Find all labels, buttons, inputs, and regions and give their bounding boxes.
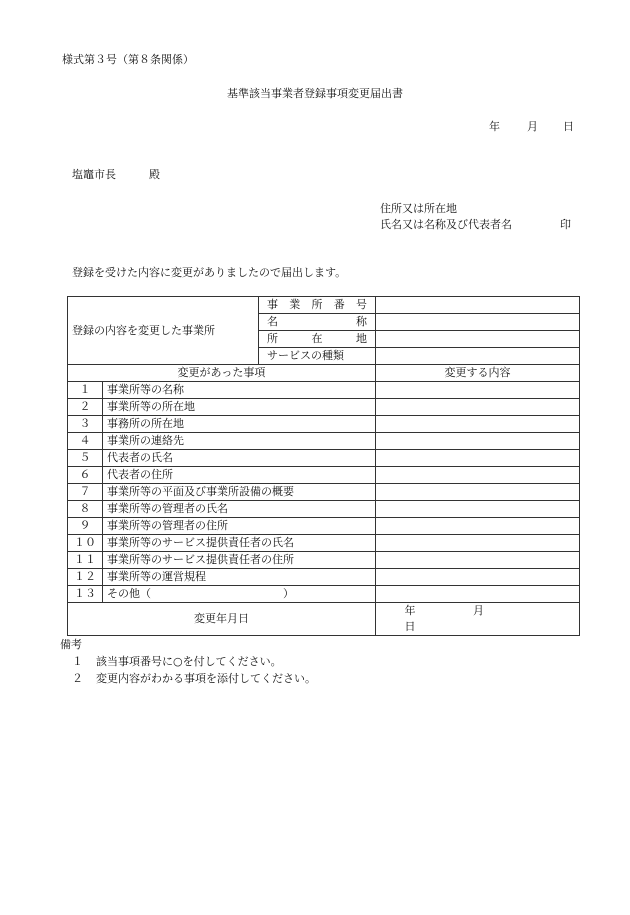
- office-field-label: [259, 314, 376, 331]
- item-label: 事業所等の管理者の氏名: [103, 501, 376, 518]
- office-field-value[interactable]: [376, 331, 580, 348]
- note-text: 該当事項番号に○を付してください。: [96, 655, 282, 668]
- change-date-row: [68, 603, 580, 636]
- column-header-row: [68, 365, 580, 382]
- item-label: 事業所等の平面及び事業所設備の概要: [103, 484, 376, 501]
- addressee: 塩竈市長 殿: [72, 168, 160, 181]
- item-number[interactable]: ９: [68, 518, 103, 535]
- change-form-table: [67, 296, 580, 636]
- office-field-char: 称: [356, 315, 367, 328]
- note-text: 変更内容がわかる事項を添付してください。: [96, 672, 316, 685]
- item-row: [68, 552, 580, 569]
- item-number[interactable]: ５: [68, 450, 103, 467]
- item-new-content[interactable]: [376, 484, 580, 501]
- name-label: 氏名又は名称及び代表者名: [380, 218, 512, 231]
- seal-mark: 印: [560, 218, 571, 231]
- office-field-value[interactable]: [376, 348, 580, 365]
- office-row-number: [68, 297, 580, 314]
- item-number[interactable]: ２: [68, 399, 103, 416]
- office-field-char: 所: [267, 332, 278, 345]
- item-row: [68, 399, 580, 416]
- office-field-label: [259, 297, 376, 314]
- item-label: 事業所等のサービス提供責任者の住所: [103, 552, 376, 569]
- date-year-label: 年: [489, 120, 500, 133]
- item-number[interactable]: １０: [68, 535, 103, 552]
- note-item: [72, 653, 282, 669]
- notes-title: 備考: [60, 638, 82, 651]
- change-date-year: 年: [404, 604, 416, 617]
- office-field-char: 地: [356, 332, 367, 345]
- intro-text: 登録を受けた内容に変更がありましたので届出します。: [72, 266, 347, 279]
- item-new-content[interactable]: [376, 518, 580, 535]
- change-date-value[interactable]: [376, 603, 580, 636]
- item-number[interactable]: １３: [68, 586, 103, 603]
- col-changed-item-header: 変更があった事項: [68, 365, 376, 382]
- office-group-label: 登録の内容を変更した事業所: [68, 297, 259, 365]
- item-new-content[interactable]: [376, 467, 580, 484]
- item-new-content[interactable]: [376, 450, 580, 467]
- item-label: 事業所等の所在地: [103, 399, 376, 416]
- office-field-text: サービスの種類: [267, 349, 344, 362]
- item-number[interactable]: １２: [68, 569, 103, 586]
- item-row: [68, 450, 580, 467]
- item-new-content[interactable]: [376, 501, 580, 518]
- office-field-label: [259, 348, 376, 365]
- office-field-value[interactable]: [376, 297, 580, 314]
- item-row: [68, 586, 580, 603]
- change-date-day: 日: [404, 620, 416, 633]
- item-row: [68, 433, 580, 450]
- office-field-char: 在: [311, 332, 323, 345]
- note-number: ２: [72, 672, 83, 685]
- office-field-char: 所: [311, 298, 323, 311]
- item-row: [68, 484, 580, 501]
- address-label: 住所又は所在地: [380, 202, 457, 215]
- office-field-char: 事: [267, 298, 278, 311]
- item-row: [68, 518, 580, 535]
- document-title: 基準該当事業者登録事項変更届出書: [227, 87, 403, 100]
- item-label: 事業所の連絡先: [103, 433, 376, 450]
- item-new-content[interactable]: [376, 586, 580, 603]
- item-number[interactable]: ４: [68, 433, 103, 450]
- item-new-content[interactable]: [376, 552, 580, 569]
- change-date-month: 月: [473, 604, 484, 617]
- office-field-char: 名: [267, 315, 278, 328]
- item-number[interactable]: ６: [68, 467, 103, 484]
- form-number: 様式第３号（第８条関係）: [62, 53, 194, 66]
- item-label: 事業所等の名称: [103, 382, 376, 399]
- item-row: [68, 416, 580, 433]
- item-number[interactable]: ７: [68, 484, 103, 501]
- item-new-content[interactable]: [376, 569, 580, 586]
- note-item: [72, 670, 316, 686]
- item-label: 事業所等の管理者の住所: [103, 518, 376, 535]
- office-field-char: 番: [333, 298, 345, 311]
- item-row: [68, 467, 580, 484]
- col-new-content-header: 変更する内容: [376, 365, 580, 382]
- item-row: [68, 501, 580, 518]
- item-new-content[interactable]: [376, 382, 580, 399]
- change-date-label: 変更年月日: [68, 603, 376, 636]
- item-row: [68, 382, 580, 399]
- item-label: 事務所の所在地: [103, 416, 376, 433]
- item-new-content[interactable]: [376, 535, 580, 552]
- item-row: [68, 535, 580, 552]
- item-label: 事業所等のサービス提供責任者の氏名: [103, 535, 376, 552]
- office-field-char: 業: [289, 298, 301, 311]
- office-field-value[interactable]: [376, 314, 580, 331]
- item-new-content[interactable]: [376, 399, 580, 416]
- item-row: [68, 569, 580, 586]
- item-new-content[interactable]: [376, 433, 580, 450]
- office-field-label: [259, 331, 376, 348]
- office-field-char: 号: [356, 298, 367, 311]
- item-label: 代表者の住所: [103, 467, 376, 484]
- date-month-label: 月: [527, 120, 538, 133]
- item-label: 代表者の氏名: [103, 450, 376, 467]
- item-number[interactable]: １: [68, 382, 103, 399]
- item-label: その他（ ）: [103, 586, 376, 603]
- note-number: １: [72, 655, 83, 668]
- date-day-label: 日: [563, 120, 574, 133]
- item-number[interactable]: ３: [68, 416, 103, 433]
- item-number[interactable]: １１: [68, 552, 103, 569]
- item-label: 事業所等の運営規程: [103, 569, 376, 586]
- item-new-content[interactable]: [376, 416, 580, 433]
- item-number[interactable]: ８: [68, 501, 103, 518]
